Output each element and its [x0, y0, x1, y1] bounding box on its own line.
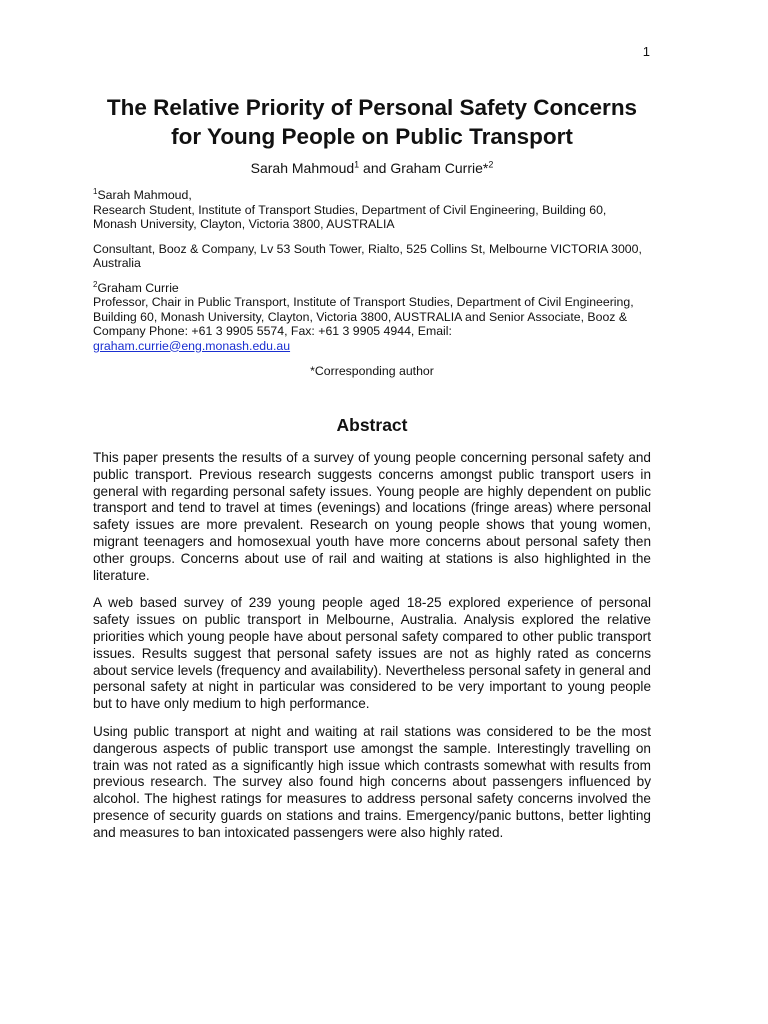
author-1-superscript: 1	[354, 159, 360, 170]
abstract-paragraph: This paper presents the results of a survey of young people concerning personal safety and public transport. Previous research suggests concerns amongst public transport users in general with regarding personal safety issues. Young people are highly dependent on public transport and tend to travel at times (evenings) and locations (fringe areas) where personal safety issues are more prevalent. Research on young people shows that young women, migrant teenagers and homosexual youth have more concerns about personal safety then other groups. Concerns about use of rail and waiting at stations is also highlighted in the literature.	[93, 450, 651, 583]
affiliation-2-superscript: 2	[93, 279, 98, 289]
affiliation-2-name: Graham Currie	[97, 280, 179, 295]
author-conjunction: and	[359, 160, 391, 176]
affiliation-1-consultant: Consultant, Booz & Company, Lv 53 South Tower, Rialto, 525 Collins St, Melbourne VICTORIA 3000, Australia	[93, 241, 642, 270]
affiliation-1-superscript: 1	[93, 186, 98, 196]
page-number: 1	[642, 44, 650, 59]
corresponding-author-note: *Corresponding author	[310, 364, 434, 378]
email-link[interactable]: graham.currie@eng.monash.edu.au	[93, 338, 291, 353]
affiliation-1	[93, 188, 651, 232]
paper-content	[93, 93, 651, 842]
abstract-paragraph: A web based survey of 239 young people aged 18-25 explored experience of personal safety issues on public transport in Melbourne, Australia. Analysis explored the relative priorities which young people have about personal safety compared to other public transport issues. Results suggest that personal safety issues are not as highly rated as concerns about service levels (frequency and availability). Nevertheless personal safety in general and personal safety at night in particular was considered to be very important to young people but to have only medium to high performance.	[93, 595, 651, 712]
author-2-superscript: 2	[488, 159, 494, 170]
affiliation-1-name: Sarah Mahmoud,	[97, 188, 192, 202]
abstract-paragraph: Using public transport at night and waiting at rail stations was considered to be the most dangerous aspects of public transport use amongst the sample. Interestingly travelling on train was not rated as a significantly high issue which contrasts somewhat with results from previous research. The survey also found high concerns about passengers influenced by alcohol. The highest ratings for measures to address personal safety concerns involved the presence of security guards on stations and trains. Emergency/panic buttons, better lighting and measures to ban intoxicated passengers were also highly rated.	[93, 723, 651, 840]
affiliation-2	[93, 281, 651, 354]
author-1-name: Sarah Mahmoud	[250, 160, 355, 176]
affiliation-2-text: Professor, Chair in Public Transport, Institute of Transport Studies, Department of Civil Engineering, Building 60, Monash University, Clayton, Victoria 3800, AUSTRALIA and Senior Associate, Booz & Company Phone: +61 3 9905 5574, Fax: +61 3 9905 4944, Email:	[93, 295, 634, 338]
author-line	[93, 160, 651, 176]
abstract-heading: Abstract	[336, 415, 408, 435]
author-2-name: Graham Currie*	[390, 160, 489, 176]
affiliation-1-text: Research Student, Institute of Transport Studies, Department of Civil Engineering, Building 60, Monash University, Clayton, Victoria 3800, AUSTRALIA	[93, 202, 607, 231]
paper-title: The Relative Priority of Personal Safety Concerns for Young People on Public Transport	[106, 95, 638, 149]
